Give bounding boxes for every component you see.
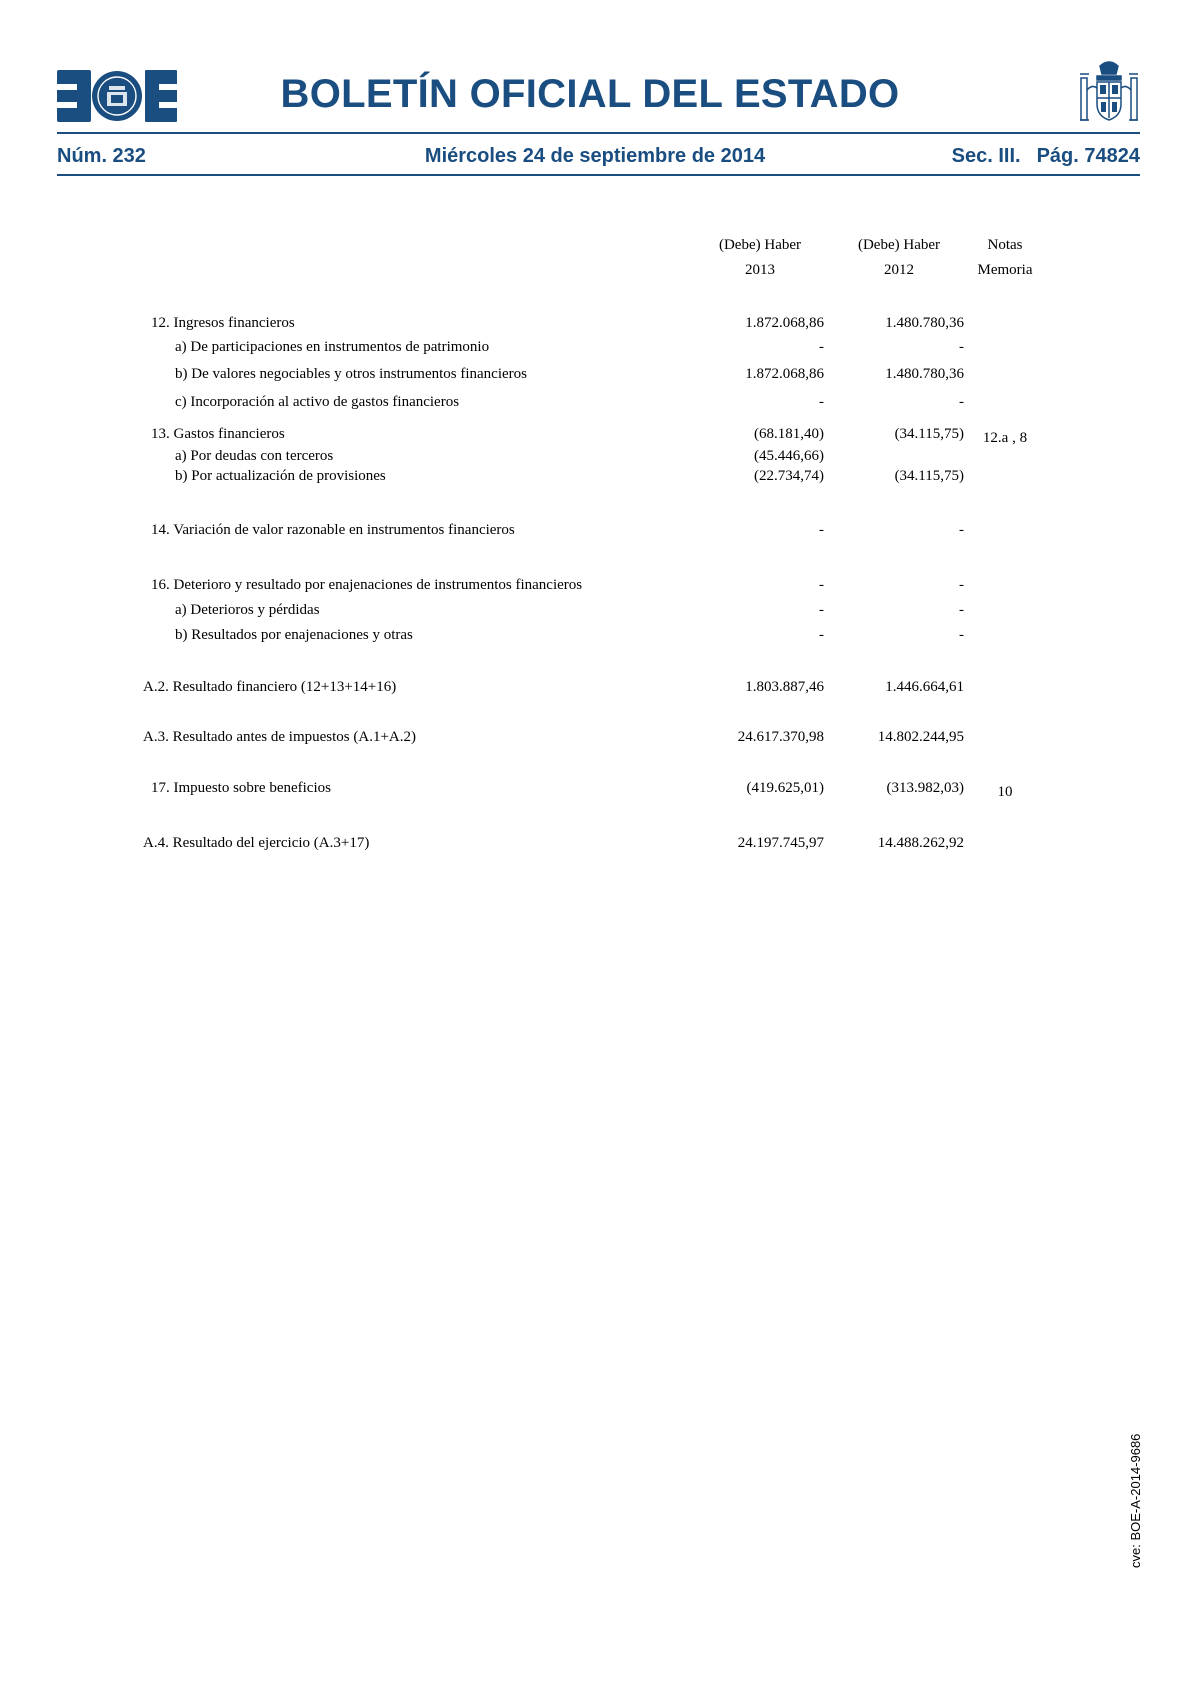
row-label: A.3. Resultado antes de impuestos (A.1+A.2) bbox=[143, 729, 417, 745]
column-header-2012-line2: 2012 bbox=[884, 262, 914, 278]
column-header-notes-line1: Notas bbox=[987, 237, 1023, 253]
value-2012: 1.446.664,61 bbox=[885, 679, 964, 695]
value-2012: - bbox=[959, 602, 964, 618]
page-number: Pág. 74824 bbox=[1036, 145, 1140, 167]
value-2013: 24.197.745,97 bbox=[737, 835, 824, 851]
header-bottom-rule bbox=[57, 174, 1140, 176]
value-2013: - bbox=[819, 394, 824, 410]
table-row bbox=[0, 602, 1191, 622]
column-header-2013 bbox=[695, 233, 825, 283]
value-2013: 24.617.370,98 bbox=[737, 729, 824, 745]
value-2013: 1.803.887,46 bbox=[745, 679, 824, 695]
value-2013: - bbox=[819, 577, 824, 593]
value-2012: 14.488.262,92 bbox=[877, 835, 964, 851]
section-page bbox=[952, 145, 1140, 168]
note-reference: 10 bbox=[997, 784, 1013, 800]
row-label: a) Deterioros y pérdidas bbox=[175, 602, 320, 618]
row-label: 14. Variación de valor razonable en instrumentos financieros bbox=[151, 522, 515, 538]
boe-logo bbox=[57, 70, 177, 122]
table-row bbox=[0, 627, 1191, 647]
table-row bbox=[0, 522, 1191, 542]
row-label: a) De participaciones en instrumentos de patrimonio bbox=[175, 339, 490, 355]
row-label: A.2. Resultado financiero (12+13+14+16) bbox=[143, 679, 397, 695]
value-2012: - bbox=[959, 522, 964, 538]
row-label: 16. Deterioro y resultado por enajenaciones de instrumentos financieros bbox=[151, 577, 583, 593]
value-2012: (313.982,03) bbox=[886, 780, 964, 796]
table-row bbox=[0, 729, 1191, 749]
column-header-notes-line2: Memoria bbox=[977, 262, 1033, 278]
column-header-notes bbox=[960, 233, 1050, 283]
table-row bbox=[0, 679, 1191, 699]
header-top-rule bbox=[57, 132, 1140, 134]
row-label: a) Por deudas con terceros bbox=[175, 448, 334, 464]
section-label: Sec. III. bbox=[951, 145, 1021, 167]
value-2013: 1.872.068,86 bbox=[745, 366, 824, 382]
value-2012: (34.115,75) bbox=[894, 468, 964, 484]
column-header-2013-line2: 2013 bbox=[745, 262, 775, 278]
value-2013: - bbox=[819, 602, 824, 618]
table-row bbox=[0, 366, 1191, 386]
column-header-2013-line1: (Debe) Haber bbox=[718, 237, 802, 253]
value-2013: - bbox=[819, 627, 824, 643]
row-label: b) De valores negociables y otros instrumentos financieros bbox=[175, 366, 527, 382]
value-2012: 1.480.780,36 bbox=[885, 315, 964, 331]
value-2013: (45.446,66) bbox=[754, 448, 824, 464]
row-label: b) Por actualización de provisiones bbox=[175, 468, 386, 484]
issue-date: Miércoles 24 de septiembre de 2014 bbox=[424, 145, 766, 167]
issue-number: Núm. 232 bbox=[57, 145, 146, 167]
table-row bbox=[0, 394, 1191, 414]
table-row bbox=[0, 426, 1191, 446]
value-2013: - bbox=[819, 522, 824, 538]
row-label: 17. Impuesto sobre beneficios bbox=[151, 780, 331, 796]
value-2013: (22.734,74) bbox=[754, 468, 824, 484]
value-2012: 1.480.780,36 bbox=[885, 366, 964, 382]
table-row bbox=[0, 468, 1191, 488]
column-header-2012 bbox=[834, 233, 964, 283]
table-row bbox=[0, 339, 1191, 359]
table-row bbox=[0, 780, 1191, 800]
coat-of-arms-icon bbox=[1078, 60, 1140, 128]
value-2012: 14.802.244,95 bbox=[877, 729, 964, 745]
value-2012: (34.115,75) bbox=[894, 426, 964, 442]
table-row bbox=[0, 315, 1191, 335]
value-2013: 1.872.068,86 bbox=[745, 315, 824, 331]
row-label: b) Resultados por enajenaciones y otras bbox=[175, 627, 413, 643]
table-row bbox=[0, 577, 1191, 597]
cve-code: cve: BOE-A-2014-9686 bbox=[1128, 1433, 1143, 1568]
value-2013: - bbox=[819, 339, 824, 355]
table-row bbox=[0, 448, 1191, 468]
value-2013: (68.181,40) bbox=[754, 426, 824, 442]
value-2012: - bbox=[959, 627, 964, 643]
value-2012: - bbox=[959, 394, 964, 410]
column-header-2012-line1: (Debe) Haber bbox=[857, 237, 941, 253]
note-reference: 12.a , 8 bbox=[982, 430, 1028, 446]
page-title: BOLETÍN OFICIAL DEL ESTADO bbox=[280, 72, 900, 116]
row-label: c) Incorporación al activo de gastos financieros bbox=[175, 394, 460, 410]
value-2013: (419.625,01) bbox=[746, 780, 824, 796]
value-2012: - bbox=[959, 577, 964, 593]
row-label: 12. Ingresos financieros bbox=[151, 315, 295, 331]
table-row bbox=[0, 835, 1191, 855]
row-label: A.4. Resultado del ejercicio (A.3+17) bbox=[143, 835, 370, 851]
value-2012: - bbox=[959, 339, 964, 355]
row-label: 13. Gastos financieros bbox=[151, 426, 285, 442]
